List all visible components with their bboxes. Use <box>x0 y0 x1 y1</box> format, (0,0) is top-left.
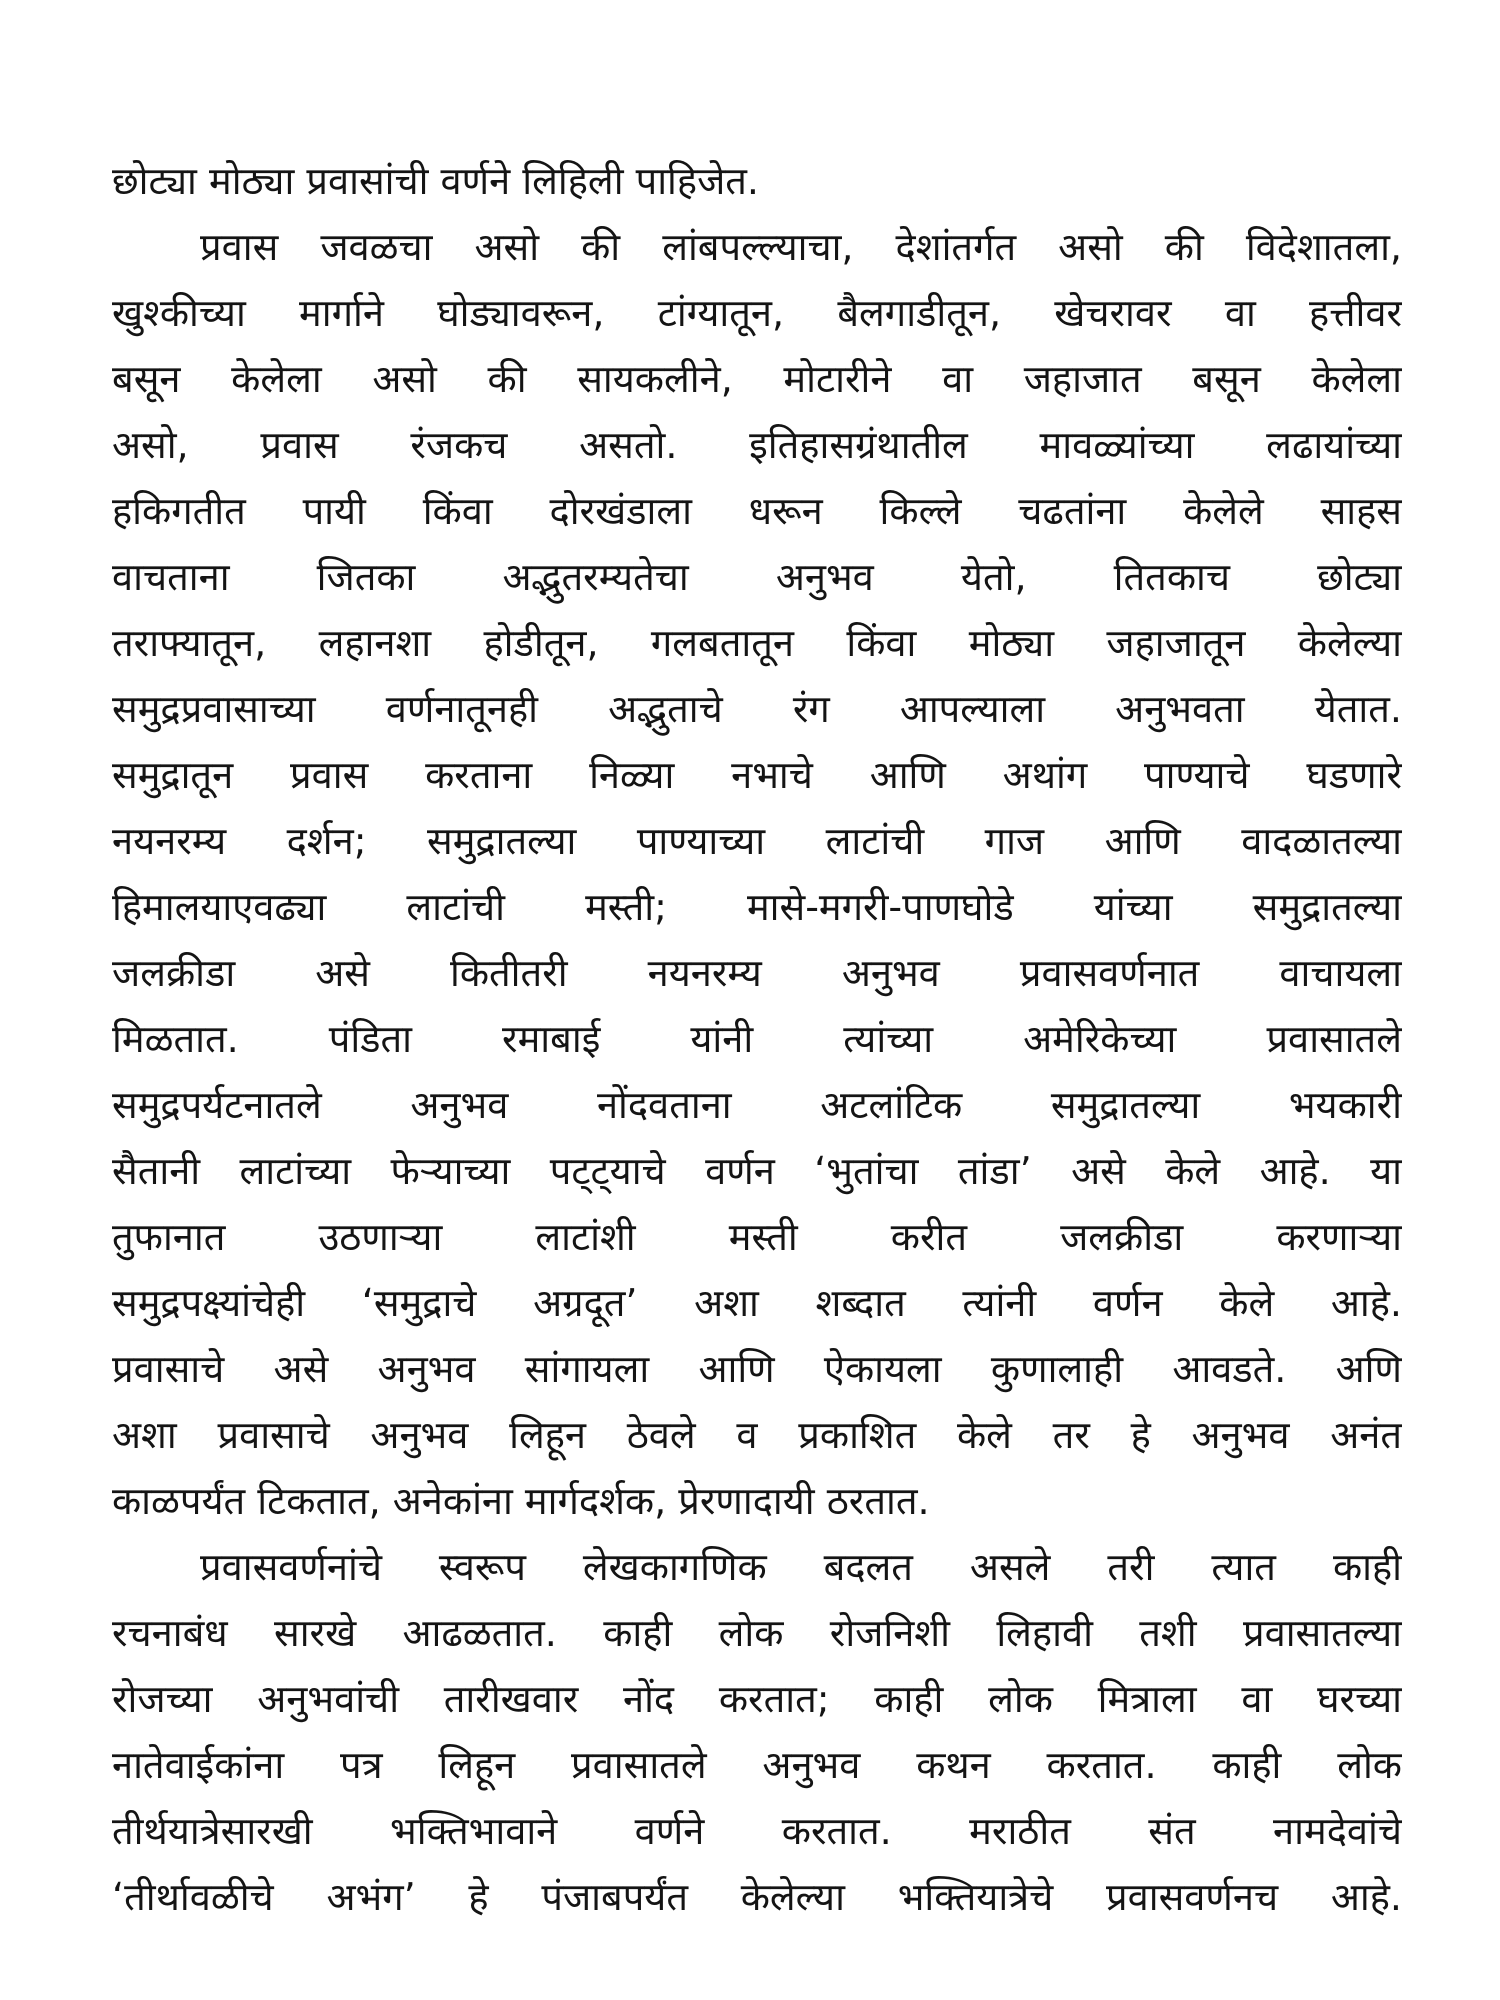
text-line: काळपर्यंत टिकतात, अनेकांना मार्गदर्शक, प्रेरणादायी ठरतात. <box>112 1479 930 1523</box>
text-line: प्रवास जवळचा असो की लांबपल्ल्याचा, देशांतर्गत असो की विदेशातला, <box>200 225 1402 269</box>
text-line: अशा प्रवासाचे अनुभव लिहून ठेवले व प्रकाशित केले तर हे अनुभव अनंत <box>112 1413 1402 1457</box>
text-line: जलक्रीडा असे कितीतरी नयनरम्य अनुभव प्रवासवर्णनात वाचायला <box>112 951 1402 995</box>
text-line: प्रवासवर्णनांचे स्वरूप लेखकागणिक बदलत असले तरी त्यात काही <box>200 1545 1402 1589</box>
text-line: असो, प्रवास रंजकच असतो. इतिहासग्रंथातील मावळ्यांच्या लढायांच्या <box>112 423 1402 467</box>
text-line: रोजच्या अनुभवांची तारीखवार नोंद करतात; काही लोक मित्राला वा घरच्या <box>112 1677 1402 1721</box>
text-line: नातेवाईकांना पत्र लिहून प्रवासातले अनुभव कथन करतात. काही लोक <box>112 1743 1402 1787</box>
text-line: नयनरम्य दर्शन; समुद्रातल्या पाण्याच्या लाटांची गाज आणि वादळातल्या <box>112 819 1402 863</box>
body-text <box>112 148 1402 1930</box>
text-line: रचनाबंध सारखे आढळतात. काही लोक रोजनिशी लिहावी तशी प्रवासातल्या <box>112 1611 1402 1655</box>
text-line: वाचताना जितका अद्भुतरम्यतेचा अनुभव येतो, तितकाच छोट्या <box>112 555 1402 599</box>
text-line: समुद्रपक्ष्यांचेही ‘समुद्राचे अग्रदूत’ अशा शब्दात त्यांनी वर्णन केले आहे. <box>112 1281 1402 1325</box>
text-line: तीर्थयात्रेसारखी भक्तिभावाने वर्णने करतात. मराठीत संत नामदेवांचे <box>112 1809 1402 1853</box>
text-line: छोट्या मोठ्या प्रवासांची वर्णने लिहिली पाहिजेत. <box>112 159 759 203</box>
text-line: मिळतात. पंडिता रमाबाई यांनी त्यांच्या अमेरिकेच्या प्रवासातले <box>112 1017 1402 1061</box>
text-line: ‘तीर्थावळीचे अभंग’ हे पंजाबपर्यंत केलेल्या भक्तियात्रेचे प्रवासवर्णनच आहे. <box>112 1875 1402 1919</box>
text-line: खुश्कीच्या मार्गाने घोड्यावरून, टांग्यातून, बैलगाडीतून, खेचरावर वा हत्तीवर <box>112 291 1402 335</box>
text-line: तुफानात उठणाऱ्या लाटांशी मस्ती करीत जलक्रीडा करणाऱ्या <box>112 1215 1402 1259</box>
text-line: हकिगतीत पायी किंवा दोरखंडाला धरून किल्ले चढतांना केलेले साहस <box>112 489 1402 533</box>
text-line: समुद्रप्रवासाच्या वर्णनातूनही अद्भुताचे रंग आपल्याला अनुभवता येतात. <box>112 687 1402 731</box>
text-line: समुद्रातून प्रवास करताना निळ्या नभाचे आणि अथांग पाण्याचे घडणारे <box>112 753 1402 797</box>
text-line: प्रवासाचे असे अनुभव सांगायला आणि ऐकायला कुणालाही आवडते. अणि <box>112 1347 1402 1391</box>
text-line: सैतानी लाटांच्या फेऱ्याच्या पट्ट्याचे वर्णन ‘भुतांचा तांडा’ असे केले आहे. या <box>112 1149 1402 1193</box>
text-line: हिमालयाएवढ्या लाटांची मस्ती; मासे-मगरी-पाणघोडे यांच्या समुद्रातल्या <box>112 885 1402 929</box>
text-line: तराफ्यातून, लहानशा होडीतून, गलबतातून किंवा मोठ्या जहाजातून केलेल्या <box>112 621 1402 665</box>
text-line: बसून केलेला असो की सायकलीने, मोटारीने वा जहाजात बसून केलेला <box>112 357 1402 401</box>
text-line: समुद्रपर्यटनातले अनुभव नोंदवताना अटलांटिक समुद्रातल्या भयकारी <box>112 1083 1402 1127</box>
